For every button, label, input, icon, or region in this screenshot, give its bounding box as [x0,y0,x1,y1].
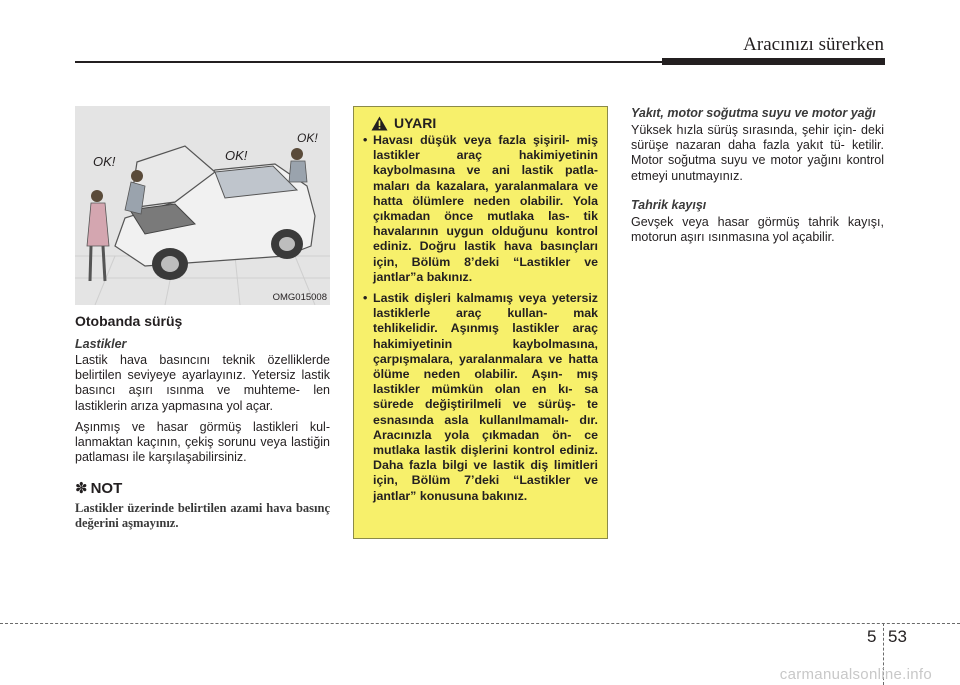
header-bar [662,58,885,65]
warning-item: • Havası düşük veya fazla şişiril- miş lastikler araç hakimiyetinin kaybolmasına ve ani lastik patla- maları da kazalara, yaralanmalara ve hatta ölümlere neden olabilir. Yola çıkmadan önce mutlaka las- tik havalarının uygun olduğunu kontrol ediniz. Doğru lastik hava basınçları için, Bölüm 8’deki “Lastikler ve jantlar”a bakınız. [363,133,598,285]
watermark: carmanualsonline.info [779,666,932,683]
left-column [75,313,330,531]
ok-label-center: OK! [225,148,248,163]
page-number: 53 [888,627,907,646]
header-rule [75,61,662,63]
header-section-title: Aracınızı sürerken [743,34,884,55]
belt-paragraph: Gevşek veya hasar görmüş tahrik kayışı, motorun aşırı ısınmasına yol açabilir. [631,214,884,245]
right-column [631,106,884,259]
warning-item: • Lastik dişleri kalmamış veya yetersiz lastiklerle araç kullan- mak tehlikelidir. Aşınmış lastikler araç hakimiyetinin kaybolmasına, çarpışmalara, yaralanmalara ve hatta ölüme neden olabilir. Aşın- mış lastikler mümkün olan en kı- sa sürede değiştirilmeli ve sürüş- te esnasında asla kullanılmamalı- dır. Aracınızla yola çıkmadan ön- ce mutlaka lastik dişlerini kontrol ediniz. Daha fazla bilgi ve lastik diş limitleri için, Bölüm 7’deki “Lastikler ve jantlar” konusuna bakınız. [363,291,598,504]
warning-box [353,106,608,539]
warning-triangle-icon [371,116,388,131]
ok-label-right: OK! [297,131,318,145]
warning-list [363,133,598,504]
warning-title [363,115,598,131]
subheading-belt: Tahrik kayışı [631,197,707,212]
car-drawing [75,106,330,305]
note-body: Lastikler üzerinde belirtilen azami hava basınç değerini aşmayınız. [75,501,330,531]
car-illustration [75,106,330,305]
warning-label: UYARI [394,115,437,131]
tires-paragraph-1: Lastik hava basıncını teknik özelliklerde belirtilen seviyeye ayarlayınız. Yetersiz lastik basıncı aşırı ısınma ve muhteme- len lastiklerin arıza yapmasına yol açar. [75,353,330,413]
asterisk-icon: ✽ [75,480,88,498]
subheading-fuel: Yakıt, motor soğutma suyu ve motor yağı [631,106,876,120]
ok-label-left: OK! [93,154,116,169]
note-title [75,479,330,497]
figure-caption: OMG015008 [272,292,327,303]
tires-paragraph-2: Aşınmış ve hasar görmüş lastikleri kul- lanmaktan kaçının, çekiş sorunu veya lastiğin patlaması ile karşılaşabilirsiniz. [75,419,330,465]
chapter-number: 5 [867,627,877,646]
subheading-tires: Lastikler [75,337,127,351]
section-heading: Otobanda sürüş [75,313,183,329]
fuel-paragraph: Yüksek hızla sürüş sırasında, şehir için- deki sürüşe nazaran daha fazla yakıt tü- ketilir. Motor soğutma suyu ve motor yağını kontrol etmeyi unutmayınız. [631,123,884,183]
note-label: NOT [90,479,123,497]
footer-rule [0,623,960,624]
